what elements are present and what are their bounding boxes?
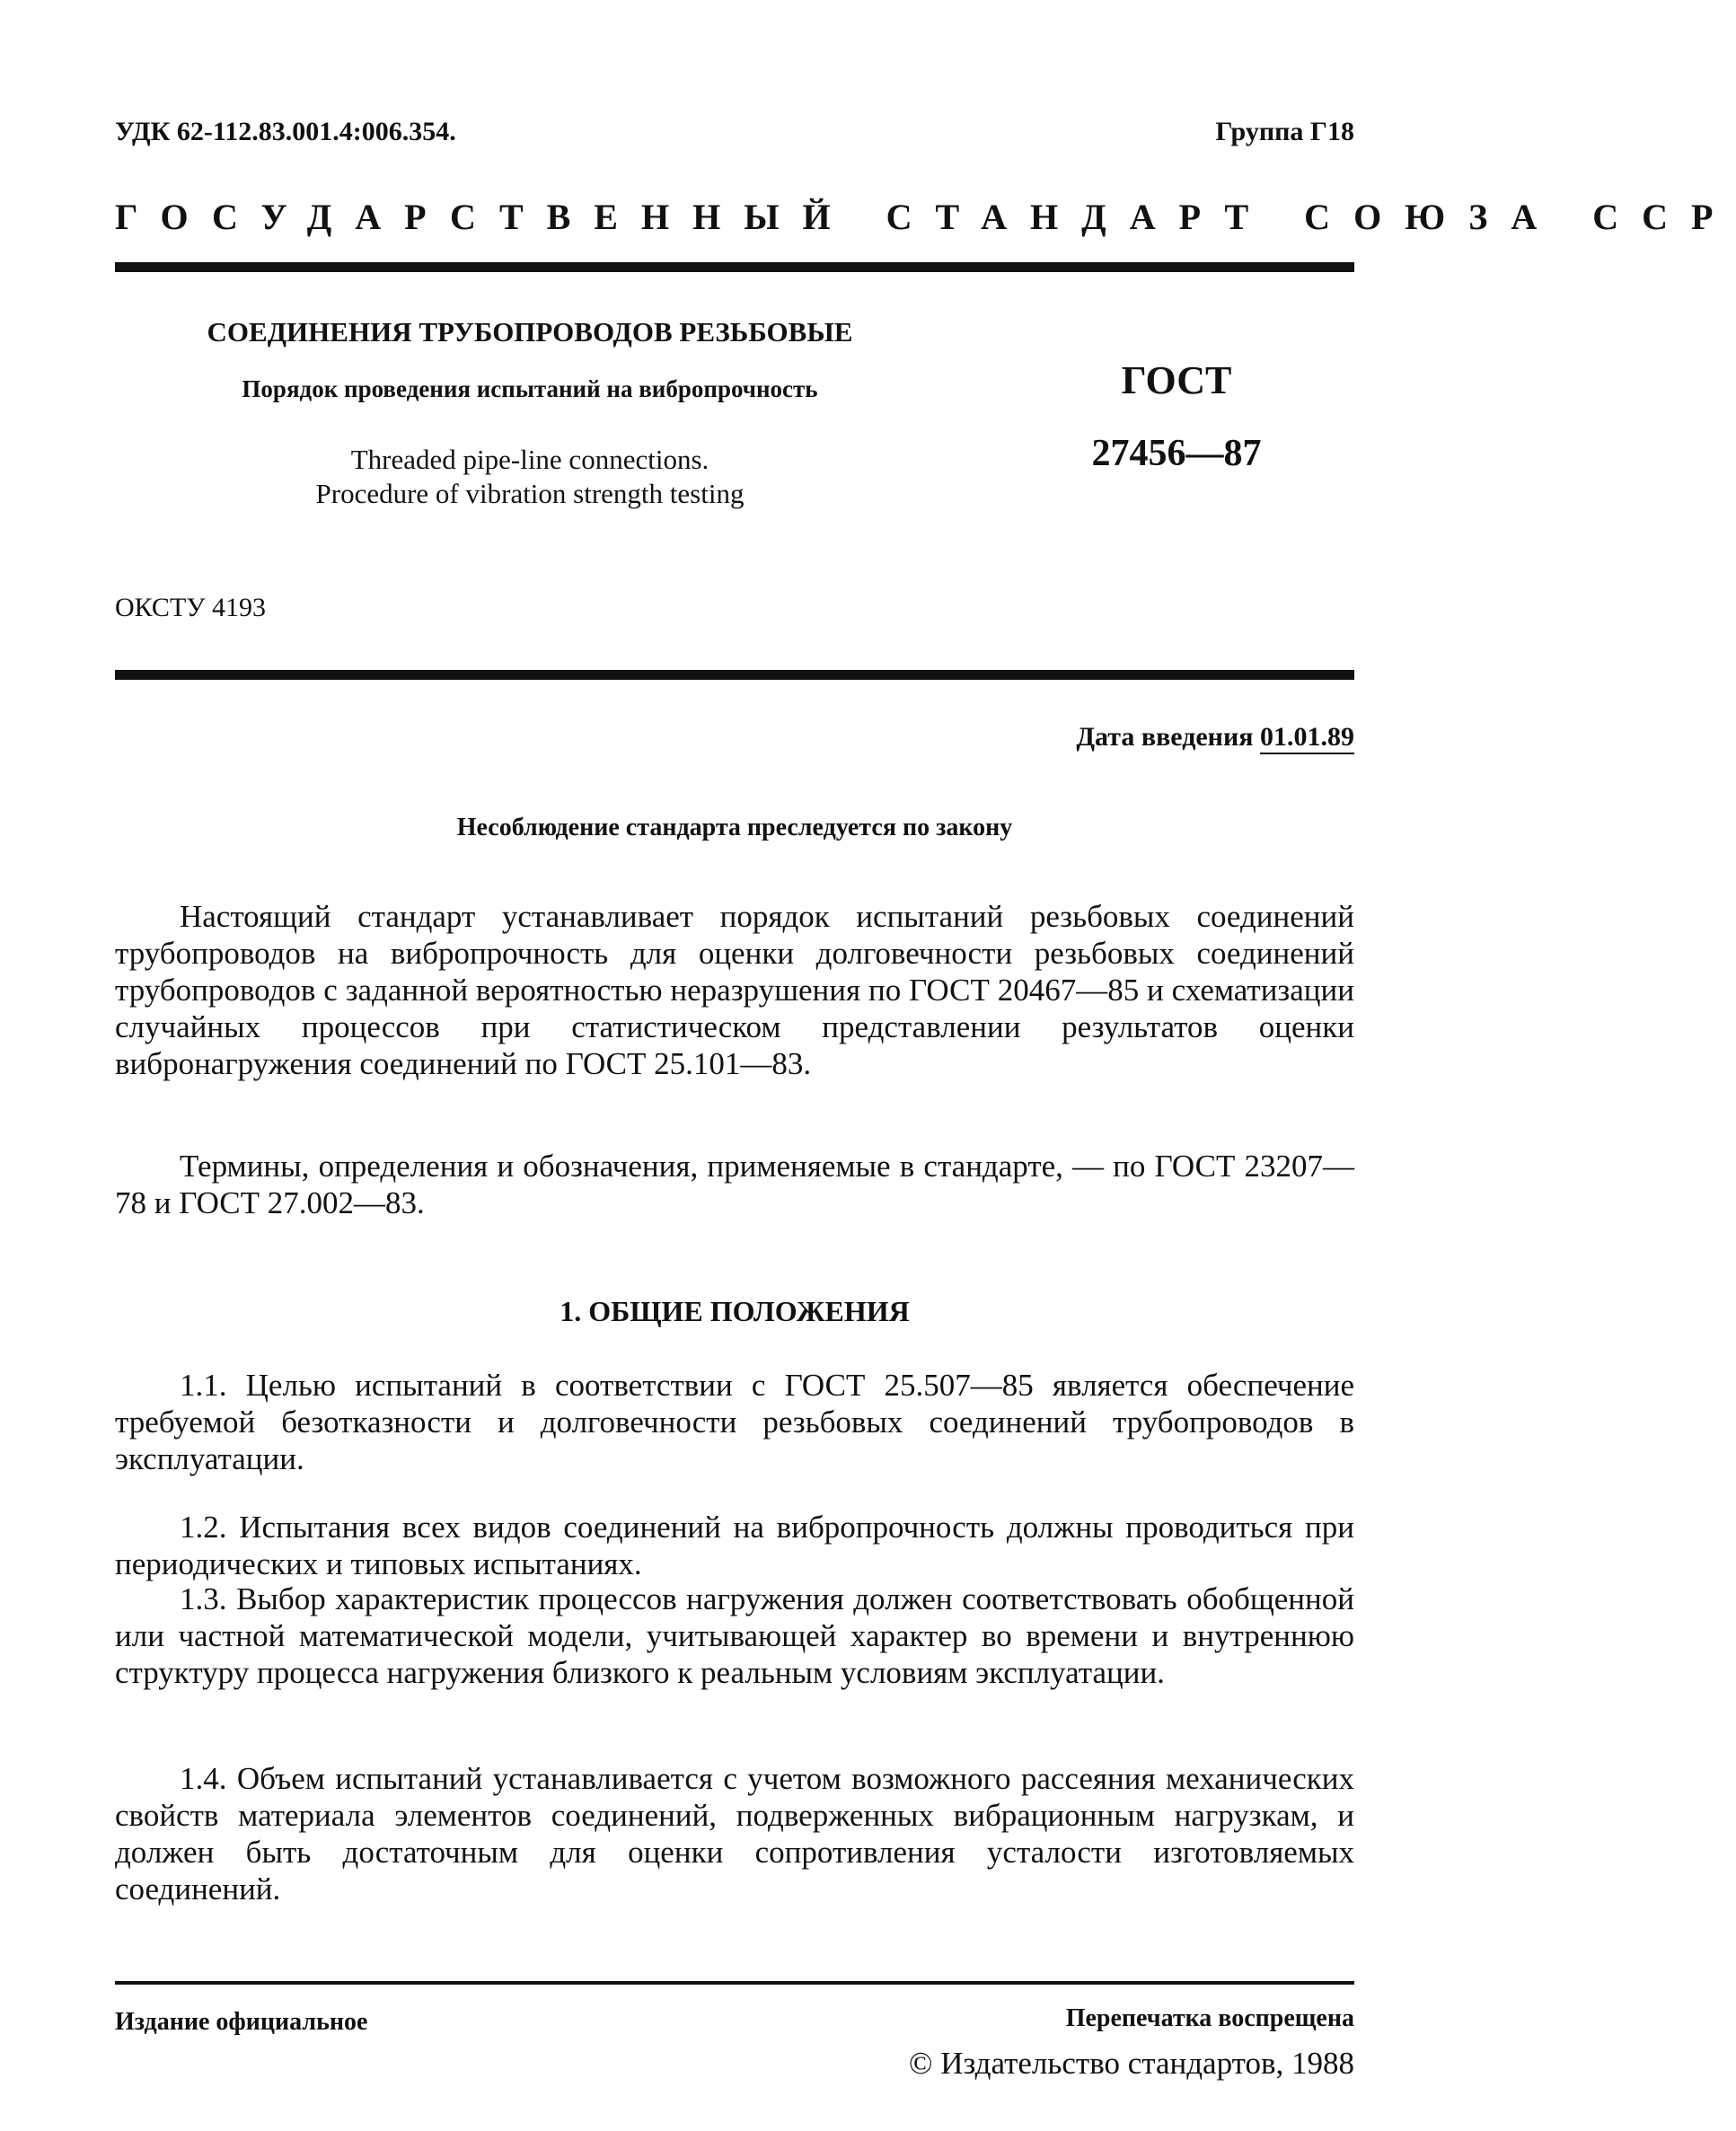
- title-divider: [115, 670, 1354, 680]
- gost-label: ГОСТ: [1121, 358, 1232, 402]
- publisher-copyright: © Издательство стандартов, 1988: [908, 2046, 1354, 2081]
- gost-number: 27456—87: [1091, 433, 1262, 474]
- law-notice: Несоблюдение стандарта преследуется по закону: [456, 814, 1013, 841]
- title-block: [153, 316, 907, 511]
- state-standard-banner: ГОСУДАРСТВЕННЫЙ СТАНДАРТ СОЮЗА ССР: [115, 197, 1736, 237]
- date-value: 01.01.89: [1260, 722, 1354, 752]
- english-title-line-2: Procedure of vibration strength testing: [315, 478, 745, 509]
- official-edition-note: Издание официальное: [115, 2008, 368, 2036]
- intro-paragraph-1: Настоящий стандарт устанавливает порядок испытаний резьбовых соединений трубопроводов на вибропрочность для оценки долговечности резьбовых соединений трубопроводов с заданной вероятностью неразрушения по ГОСТ 20467—85 и схематизации случайных процессов при статистическом представлении результатов оценки вибронагружения соединений по ГОСТ 25.101—83.: [115, 899, 1354, 1081]
- header-divider: [115, 262, 1354, 272]
- introduction-date: [1076, 722, 1354, 753]
- group-code: Группа Г18: [1215, 117, 1354, 146]
- document-subtitle: Порядок проведения испытаний на вибропрочность: [242, 375, 818, 402]
- footer-divider: [115, 1981, 1354, 1985]
- okstu-code: ОКСТУ 4193: [115, 593, 267, 622]
- document-title: СОЕДИНЕНИЯ ТРУБОПРОВОДОВ РЕЗЬБОВЫЕ: [207, 316, 853, 348]
- date-label: Дата введения: [1076, 722, 1254, 752]
- intro-paragraph-2: Термины, определения и обозначения, применяемые в стандарте, — по ГОСТ 23207—78 и ГОСТ 27.002—83.: [115, 1149, 1354, 1220]
- clause-1-2: 1.2. Испытания всех видов соединений на вибропрочность должны проводиться при периодических и типовых испытаниях.: [115, 1510, 1354, 1581]
- section-heading: 1. ОБЩИЕ ПОЛОЖЕНИЯ: [560, 1295, 910, 1327]
- reprint-notice: Перепечатка воспрещена: [1065, 2004, 1354, 2032]
- clause-1-1: 1.1. Целью испытаний в соответствии с ГОСТ 25.507—85 является обеспечение требуемой безотказности и долговечности резьбовых соединений трубопроводов в эксплуатации.: [115, 1368, 1354, 1476]
- clause-1-4: 1.4. Объем испытаний устанавливается с учетом возможного рассеяния механических свойств материала элементов соединений, подверженных вибрационным нагрузкам, и должен быть достаточным для оценки сопротивления усталости изготовляемых соединений.: [115, 1761, 1354, 1906]
- clause-1-3: 1.3. Выбор характеристик процессов нагружения должен соответствовать обобщенной или частной математической модели, учитывающей характер во времени и внутреннюю структуру процесса нагружения близкого к реальным условиям эксплуатации.: [115, 1581, 1354, 1690]
- gost-designation: [1060, 357, 1293, 475]
- udc-code: УДК 62-112.83.001.4:006.354.: [115, 117, 456, 146]
- english-title-line-1: Threaded pipe-line connections.: [350, 444, 709, 475]
